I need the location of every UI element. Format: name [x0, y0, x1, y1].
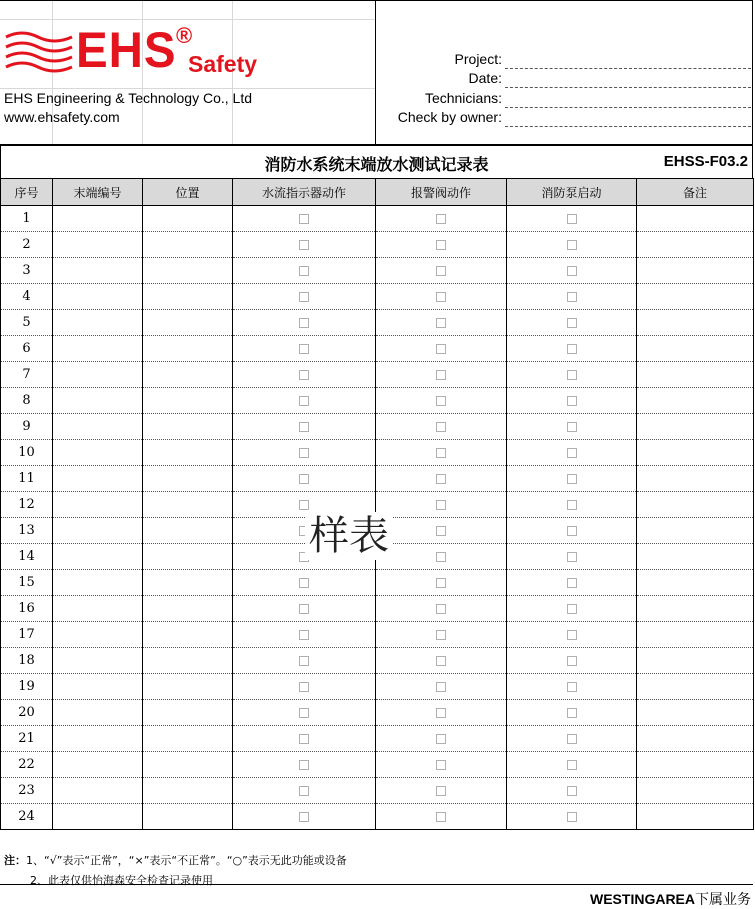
row-number: 19 [1, 674, 53, 700]
fire-pump-checkbox [507, 414, 637, 440]
checkbox[interactable] [567, 422, 577, 432]
row-number: 21 [1, 726, 53, 752]
table-row [1, 362, 754, 388]
check-by-owner-label: Check by owner: [397, 109, 502, 125]
terminal-no-cell[interactable] [53, 544, 143, 570]
checkbox[interactable] [436, 734, 446, 744]
terminal-no-cell[interactable] [53, 492, 143, 518]
registered-mark: ® [176, 23, 193, 48]
note-line-2: 2、此表仅供怡海森安全检查记录使用 [30, 874, 213, 887]
checkbox[interactable] [436, 266, 446, 276]
location-cell[interactable] [143, 440, 233, 466]
location-cell[interactable] [143, 466, 233, 492]
notes-label: 注： [4, 854, 26, 867]
checkbox[interactable] [436, 552, 446, 562]
remarks-cell[interactable] [637, 674, 754, 700]
alarm-valve-checkbox [376, 466, 507, 492]
table-row [1, 414, 754, 440]
table-row [1, 726, 754, 752]
fire-pump-checkbox [507, 752, 637, 778]
checkbox[interactable] [436, 214, 446, 224]
checkbox[interactable] [567, 396, 577, 406]
alarm-valve-checkbox [376, 206, 507, 232]
fire-pump-checkbox [507, 440, 637, 466]
alarm-valve-checkbox [376, 414, 507, 440]
checkbox[interactable] [299, 292, 309, 302]
location-cell[interactable] [143, 596, 233, 622]
ehs-logo [4, 23, 274, 85]
table-row [1, 674, 754, 700]
flow-indicator-checkbox [233, 700, 376, 726]
checkbox[interactable] [567, 552, 577, 562]
row-number: 11 [1, 466, 53, 492]
fire-pump-checkbox [507, 336, 637, 362]
terminal-no-cell[interactable] [53, 310, 143, 336]
terminal-no-cell[interactable] [53, 440, 143, 466]
logo-safety-text: Safety [188, 51, 258, 77]
checkbox[interactable] [436, 396, 446, 406]
fire-pump-checkbox [507, 570, 637, 596]
header-left-panel [0, 1, 376, 145]
checkbox[interactable] [436, 812, 446, 822]
checkbox[interactable] [436, 708, 446, 718]
flow-indicator-checkbox [233, 596, 376, 622]
alarm-valve-checkbox [376, 778, 507, 804]
location-cell[interactable] [143, 674, 233, 700]
row-number: 3 [1, 258, 53, 284]
remarks-cell[interactable] [637, 700, 754, 726]
checkbox[interactable] [299, 708, 309, 718]
fire-pump-checkbox [507, 544, 637, 570]
remarks-cell[interactable] [637, 232, 754, 258]
table-row [1, 648, 754, 674]
technicians-label: Technicians: [424, 90, 502, 106]
row-number: 7 [1, 362, 53, 388]
alarm-valve-checkbox [376, 492, 507, 518]
flow-indicator-checkbox [233, 206, 376, 232]
row-number: 6 [1, 336, 53, 362]
fire-pump-checkbox [507, 700, 637, 726]
checkbox[interactable] [299, 786, 309, 796]
location-cell[interactable] [143, 362, 233, 388]
checkbox[interactable] [436, 500, 446, 510]
fire-pump-checkbox [507, 622, 637, 648]
footer-brand: WESTINGAREA [590, 891, 695, 907]
checkbox[interactable] [567, 760, 577, 770]
checkbox[interactable] [299, 214, 309, 224]
location-cell[interactable] [143, 310, 233, 336]
location-cell[interactable] [143, 518, 233, 544]
alarm-valve-checkbox [376, 336, 507, 362]
table-row [1, 232, 754, 258]
fire-pump-checkbox [507, 232, 637, 258]
flow-indicator-checkbox [233, 310, 376, 336]
checkbox[interactable] [567, 630, 577, 640]
checkbox[interactable] [299, 240, 309, 250]
terminal-no-cell[interactable] [53, 622, 143, 648]
checkbox[interactable] [299, 604, 309, 614]
alarm-valve-checkbox [376, 596, 507, 622]
fire-pump-checkbox [507, 258, 637, 284]
col-header-seq: 序号 [1, 179, 53, 206]
fire-pump-checkbox [507, 596, 637, 622]
alarm-valve-checkbox [376, 440, 507, 466]
alarm-valve-checkbox [376, 622, 507, 648]
checkbox[interactable] [299, 474, 309, 484]
table-row [1, 310, 754, 336]
flow-indicator-checkbox [233, 466, 376, 492]
alarm-valve-checkbox [376, 752, 507, 778]
fire-pump-checkbox [507, 674, 637, 700]
flow-indicator-checkbox [233, 414, 376, 440]
remarks-cell[interactable] [637, 206, 754, 232]
checkbox[interactable] [567, 500, 577, 510]
checkbox[interactable] [436, 526, 446, 536]
checkbox[interactable] [567, 344, 577, 354]
location-cell[interactable] [143, 804, 233, 830]
table-row [1, 388, 754, 414]
location-cell[interactable] [143, 778, 233, 804]
col-header-terminal-no: 末端编号 [53, 179, 143, 206]
terminal-no-cell[interactable] [53, 726, 143, 752]
col-header-remarks: 备注 [637, 179, 754, 206]
location-cell[interactable] [143, 206, 233, 232]
terminal-no-cell[interactable] [53, 648, 143, 674]
checkbox[interactable] [436, 630, 446, 640]
row-number: 14 [1, 544, 53, 570]
checkbox[interactable] [299, 318, 309, 328]
remarks-cell[interactable] [637, 362, 754, 388]
checkbox[interactable] [436, 578, 446, 588]
title-row [0, 144, 753, 178]
flow-indicator-checkbox [233, 648, 376, 674]
checkbox[interactable] [436, 786, 446, 796]
col-header-alarm-valve: 报警阀动作 [376, 179, 507, 206]
alarm-valve-checkbox [376, 544, 507, 570]
remarks-cell[interactable] [637, 570, 754, 596]
location-cell[interactable] [143, 570, 233, 596]
company-website: www.ehsafety.com [4, 109, 120, 125]
row-number: 16 [1, 596, 53, 622]
alarm-valve-checkbox [376, 284, 507, 310]
terminal-no-cell[interactable] [53, 258, 143, 284]
checkbox[interactable] [567, 734, 577, 744]
checkbox[interactable] [299, 266, 309, 276]
remarks-cell[interactable] [637, 414, 754, 440]
flow-indicator-checkbox [233, 388, 376, 414]
terminal-no-cell[interactable] [53, 466, 143, 492]
row-number: 4 [1, 284, 53, 310]
table-row [1, 752, 754, 778]
terminal-no-cell[interactable] [53, 206, 143, 232]
checkbox[interactable] [567, 682, 577, 692]
row-number: 5 [1, 310, 53, 336]
alarm-valve-checkbox [376, 570, 507, 596]
footer [590, 889, 751, 909]
table-row [1, 258, 754, 284]
terminal-no-cell[interactable] [53, 388, 143, 414]
row-number: 15 [1, 570, 53, 596]
row-number: 23 [1, 778, 53, 804]
checkbox[interactable] [299, 500, 309, 510]
row-number: 22 [1, 752, 53, 778]
terminal-no-cell[interactable] [53, 284, 143, 310]
alarm-valve-checkbox [376, 310, 507, 336]
checkbox[interactable] [299, 760, 309, 770]
location-cell[interactable] [143, 648, 233, 674]
logo-ehs-text: EHS [76, 22, 177, 78]
alarm-valve-checkbox [376, 648, 507, 674]
fire-pump-checkbox [507, 388, 637, 414]
alarm-valve-checkbox [376, 700, 507, 726]
terminal-no-cell[interactable] [53, 778, 143, 804]
checkbox[interactable] [299, 682, 309, 692]
table-row [1, 804, 754, 830]
row-number: 10 [1, 440, 53, 466]
checkbox[interactable] [567, 604, 577, 614]
row-number: 18 [1, 648, 53, 674]
alarm-valve-checkbox [376, 804, 507, 830]
date-label: Date: [468, 70, 502, 86]
table-row [1, 570, 754, 596]
row-number: 20 [1, 700, 53, 726]
row-number: 9 [1, 414, 53, 440]
remarks-cell[interactable] [637, 648, 754, 674]
remarks-cell[interactable] [637, 284, 754, 310]
checkbox[interactable] [436, 760, 446, 770]
flow-indicator-checkbox [233, 232, 376, 258]
terminal-no-cell[interactable] [53, 804, 143, 830]
flow-indicator-checkbox [233, 622, 376, 648]
location-cell[interactable] [143, 752, 233, 778]
remarks-cell[interactable] [637, 258, 754, 284]
checkbox[interactable] [436, 240, 446, 250]
fire-pump-checkbox [507, 804, 637, 830]
fire-pump-checkbox [507, 726, 637, 752]
checkbox[interactable] [299, 656, 309, 666]
remarks-cell[interactable] [637, 310, 754, 336]
row-number: 17 [1, 622, 53, 648]
checkbox[interactable] [567, 214, 577, 224]
flow-indicator-checkbox [233, 258, 376, 284]
alarm-valve-checkbox [376, 388, 507, 414]
date-field[interactable] [505, 87, 751, 88]
terminal-no-cell[interactable] [53, 596, 143, 622]
checkbox[interactable] [567, 448, 577, 458]
checkbox[interactable] [567, 266, 577, 276]
col-header-flow-indicator: 水流指示器动作 [233, 179, 376, 206]
alarm-valve-checkbox [376, 362, 507, 388]
check-by-owner-field[interactable] [505, 126, 751, 127]
terminal-no-cell[interactable] [53, 570, 143, 596]
checkbox[interactable] [436, 370, 446, 380]
table-row [1, 206, 754, 232]
terminal-no-cell[interactable] [53, 674, 143, 700]
footer-divider [0, 884, 753, 885]
checkbox[interactable] [567, 526, 577, 536]
location-cell[interactable] [143, 622, 233, 648]
checkbox[interactable] [436, 344, 446, 354]
location-cell[interactable] [143, 388, 233, 414]
terminal-no-cell[interactable] [53, 362, 143, 388]
location-cell[interactable] [143, 336, 233, 362]
flow-indicator-checkbox [233, 440, 376, 466]
fire-pump-checkbox [507, 492, 637, 518]
terminal-no-cell[interactable] [53, 752, 143, 778]
flow-indicator-checkbox [233, 362, 376, 388]
terminal-no-cell[interactable] [53, 414, 143, 440]
location-cell[interactable] [143, 544, 233, 570]
checkbox[interactable] [299, 630, 309, 640]
remarks-cell[interactable] [637, 778, 754, 804]
checkbox[interactable] [436, 656, 446, 666]
remarks-cell[interactable] [637, 440, 754, 466]
remarks-cell[interactable] [637, 492, 754, 518]
remarks-cell[interactable] [637, 336, 754, 362]
record-table [0, 178, 754, 830]
remarks-cell[interactable] [637, 388, 754, 414]
header-block [0, 0, 753, 144]
checkbox[interactable] [299, 578, 309, 588]
alarm-valve-checkbox [376, 232, 507, 258]
project-label: Project: [454, 51, 502, 67]
table-row [1, 336, 754, 362]
alarm-valve-checkbox [376, 518, 507, 544]
table-row [1, 622, 754, 648]
technicians-field[interactable] [505, 107, 751, 108]
checkbox[interactable] [436, 318, 446, 328]
flow-indicator-checkbox [233, 804, 376, 830]
checkbox[interactable] [567, 656, 577, 666]
row-number: 8 [1, 388, 53, 414]
fire-pump-checkbox [507, 362, 637, 388]
remarks-cell[interactable] [637, 622, 754, 648]
terminal-no-cell[interactable] [53, 336, 143, 362]
fire-pump-checkbox [507, 518, 637, 544]
checkbox[interactable] [299, 344, 309, 354]
remarks-cell[interactable] [637, 466, 754, 492]
table-row [1, 440, 754, 466]
row-number: 1 [1, 206, 53, 232]
checkbox[interactable] [567, 812, 577, 822]
checkbox[interactable] [299, 370, 309, 380]
checkbox[interactable] [436, 448, 446, 458]
row-number: 24 [1, 804, 53, 830]
checkbox[interactable] [567, 292, 577, 302]
table-row [1, 778, 754, 804]
fire-pump-checkbox [507, 310, 637, 336]
flow-indicator-checkbox [233, 284, 376, 310]
location-cell[interactable] [143, 726, 233, 752]
checkbox[interactable] [299, 448, 309, 458]
remarks-cell[interactable] [637, 596, 754, 622]
note-line-1: 1、“√”表示“正常”，“×”表示“不正常”。“○”表示无此功能或设备 [26, 854, 347, 867]
row-number: 12 [1, 492, 53, 518]
company-name: EHS Engineering & Technology Co., Ltd [4, 90, 253, 106]
checkbox[interactable] [567, 578, 577, 588]
table-header-row [1, 179, 754, 206]
checkbox[interactable] [436, 682, 446, 692]
location-cell[interactable] [143, 284, 233, 310]
checkbox[interactable] [436, 422, 446, 432]
checkbox[interactable] [436, 604, 446, 614]
remarks-cell[interactable] [637, 518, 754, 544]
checkbox[interactable] [299, 396, 309, 406]
alarm-valve-checkbox [376, 726, 507, 752]
table-row [1, 284, 754, 310]
form-code: EHSS-F03.2 [663, 153, 748, 170]
checkbox[interactable] [567, 370, 577, 380]
checkbox[interactable] [299, 812, 309, 822]
flow-indicator-checkbox [233, 570, 376, 596]
flow-indicator-checkbox [233, 336, 376, 362]
footer-suffix: 下属业务 [695, 892, 751, 908]
location-cell[interactable] [143, 414, 233, 440]
checkbox[interactable] [567, 474, 577, 484]
alarm-valve-checkbox [376, 258, 507, 284]
fire-pump-checkbox [507, 466, 637, 492]
fire-pump-checkbox [507, 284, 637, 310]
row-number: 13 [1, 518, 53, 544]
terminal-no-cell[interactable] [53, 700, 143, 726]
flow-indicator-checkbox [233, 726, 376, 752]
fire-pump-checkbox [507, 648, 637, 674]
remarks-cell[interactable] [637, 752, 754, 778]
table-row [1, 596, 754, 622]
fire-pump-checkbox [507, 778, 637, 804]
flow-indicator-checkbox [233, 778, 376, 804]
checkbox[interactable] [299, 422, 309, 432]
col-header-location: 位置 [143, 179, 233, 206]
alarm-valve-checkbox [376, 674, 507, 700]
fire-pump-checkbox [507, 206, 637, 232]
row-number: 2 [1, 232, 53, 258]
location-cell[interactable] [143, 232, 233, 258]
remarks-cell[interactable] [637, 726, 754, 752]
form-title: 消防水系统末端放水测试记录表 [264, 155, 489, 174]
remarks-cell[interactable] [637, 804, 754, 830]
checkbox[interactable] [567, 318, 577, 328]
terminal-no-cell[interactable] [53, 518, 143, 544]
sample-watermark: 样表 [305, 512, 393, 560]
location-cell[interactable] [143, 492, 233, 518]
checkbox[interactable] [567, 708, 577, 718]
checkbox[interactable] [567, 786, 577, 796]
remarks-cell[interactable] [637, 544, 754, 570]
location-cell[interactable] [143, 258, 233, 284]
project-field[interactable] [505, 68, 751, 69]
table-row [1, 700, 754, 726]
notes-block [4, 851, 347, 891]
terminal-no-cell[interactable] [53, 232, 143, 258]
checkbox[interactable] [299, 734, 309, 744]
wave-logo-icon [4, 23, 76, 83]
flow-indicator-checkbox [233, 752, 376, 778]
checkbox[interactable] [436, 292, 446, 302]
flow-indicator-checkbox [233, 674, 376, 700]
location-cell[interactable] [143, 700, 233, 726]
table-row [1, 466, 754, 492]
checkbox[interactable] [567, 240, 577, 250]
checkbox[interactable] [436, 474, 446, 484]
col-header-fire-pump: 消防泵启动 [507, 179, 637, 206]
